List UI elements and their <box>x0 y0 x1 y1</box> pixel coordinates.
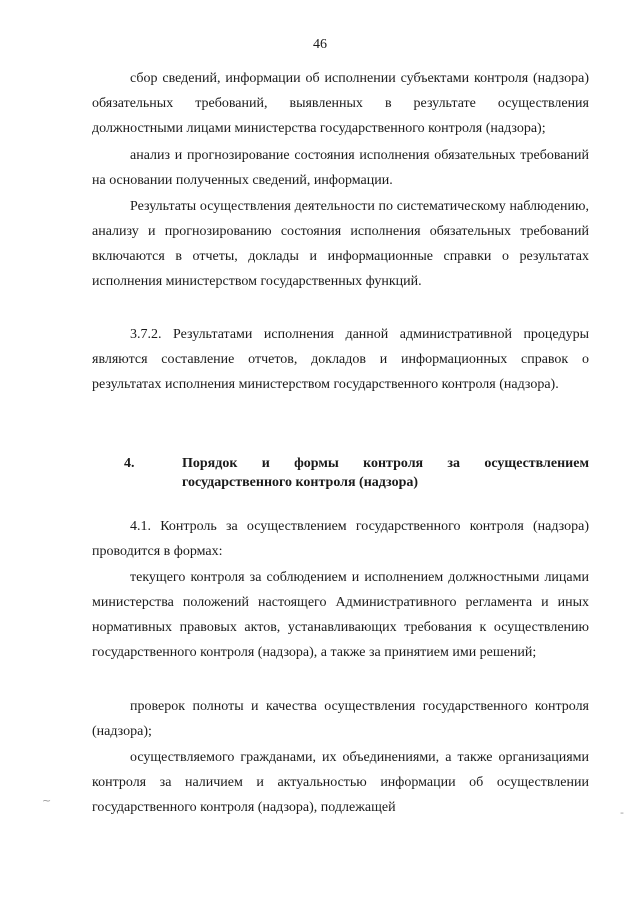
paragraph-text: 3.7.2. Результатами исполнения данной административной процедуры являются составление отчетов, докладов и информационных справок о результатах исполнения министерством государственного контроля (надзора). <box>92 327 589 392</box>
paragraph-3-7-2 <box>92 322 589 397</box>
paragraph-text: сбор сведений, информации об исполнении субъектами контроля (надзора) обязательных требований, выявленных в результате осуществления должностными лицами министерства государственного контроля (надзора); <box>92 71 589 136</box>
scan-mark-left: ~ <box>42 794 52 807</box>
paragraph-text: анализ и прогнозирование состояния исполнения обязательных требований на основании полученных сведений, информации. <box>92 148 589 188</box>
paragraph-text: осуществляемого гражданами, их объединениями, а также организациями контроля за наличием и актуальностью информации об осуществлении государственного контроля (надзора), подлежащей <box>92 750 589 815</box>
page-number: 46 <box>313 37 327 52</box>
paragraph-text: текущего контроля за соблюдением и исполнением должностными лицами министерства положений настоящего Административного регламента и иных нормативных правовых актов, устанавливающих требования к осуществлению государственного контроля (надзора), а также за принятием ими решений; <box>92 570 589 660</box>
paragraph-text: проверок полноты и качества осуществления государственного контроля (надзора); <box>92 699 589 739</box>
paragraph-results <box>92 194 589 294</box>
paragraph-4-1 <box>92 514 589 564</box>
section-title: Порядок и формы контроля за осуществлением государственного контроля (надзора) <box>182 456 589 490</box>
paragraph-current-control <box>92 565 589 665</box>
paragraph-text: Результаты осуществления деятельности по систематическому наблюдению, анализу и прогнозированию состояния исполнения обязательных требований включаются в отчеты, доклады и информационные справки о результатах исполнения министерством государственных функций. <box>92 199 589 289</box>
paragraph-text: 4.1. Контроль за осуществлением государственного контроля (надзора) проводится в формах: <box>92 519 589 559</box>
paragraph-public-control <box>92 745 589 820</box>
paragraph-inspections <box>92 694 589 744</box>
scan-mark-right: - <box>620 806 624 819</box>
paragraph-data-collection <box>92 66 589 141</box>
section-number: 4. <box>124 456 135 471</box>
paragraph-analysis <box>92 143 589 193</box>
